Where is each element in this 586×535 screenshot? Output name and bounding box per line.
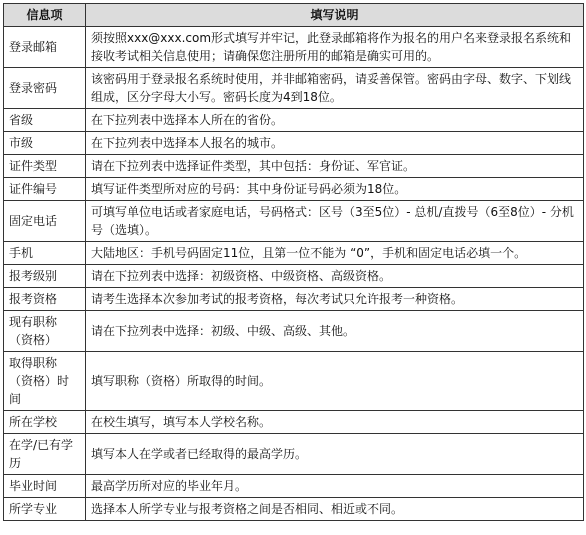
table-row xyxy=(4,201,584,242)
row-desc: 选择本人所学专业与报考资格之间是否相同、相近或不同。 xyxy=(86,498,584,521)
row-label: 毕业时间 xyxy=(4,475,86,498)
table-row xyxy=(4,27,584,68)
table-row xyxy=(4,109,584,132)
row-label: 现有职称（资格） xyxy=(4,311,86,352)
table-row xyxy=(4,352,584,411)
row-desc: 填写本人在学或者已经取得的最高学历。 xyxy=(86,434,584,475)
row-label: 证件编号 xyxy=(4,178,86,201)
row-label: 市级 xyxy=(4,132,86,155)
row-desc: 填写职称（资格）所取得的时间。 xyxy=(86,352,584,411)
table-row xyxy=(4,155,584,178)
row-desc: 最高学历所对应的毕业年月。 xyxy=(86,475,584,498)
header-info-item: 信息项 xyxy=(4,4,86,27)
table-row xyxy=(4,132,584,155)
header-row xyxy=(4,4,584,27)
row-desc: 请考生选择本次参加考试的报考资格，每次考试只允许报考一种资格。 xyxy=(86,288,584,311)
row-desc: 须按照xxx@xxx.com形式填写并牢记，此登录邮箱将作为报名的用户名来登录报名系统和接收考试相关信息使用；请确保您注册所用的邮箱是确实可用的。 xyxy=(86,27,584,68)
row-label: 登录密码 xyxy=(4,68,86,109)
row-desc: 请在下拉列表中选择证件类型，其中包括：身份证、军官证。 xyxy=(86,155,584,178)
row-desc: 该密码用于登录报名系统时使用，并非邮箱密码，请妥善保管。密码由字母、数字、下划线组成，区分字母大小写。密码长度为4到18位。 xyxy=(86,68,584,109)
row-label: 登录邮箱 xyxy=(4,27,86,68)
row-desc: 请在下拉列表中选择：初级、中级、高级、其他。 xyxy=(86,311,584,352)
registration-info-table xyxy=(3,3,584,521)
row-desc: 在下拉列表中选择本人所在的省份。 xyxy=(86,109,584,132)
row-desc: 大陆地区：手机号码固定11位，且第一位不能为 “0”，手机和固定电话必填一个。 xyxy=(86,242,584,265)
table-row xyxy=(4,434,584,475)
row-label: 省级 xyxy=(4,109,86,132)
table-row xyxy=(4,498,584,521)
row-label: 所在学校 xyxy=(4,411,86,434)
row-desc: 在下拉列表中选择本人报名的城市。 xyxy=(86,132,584,155)
row-desc: 可填写单位电话或者家庭电话，号码格式：区号（3至5位）- 总机/直拨号（6至8位）- 分机号（选填）。 xyxy=(86,201,584,242)
table-row xyxy=(4,178,584,201)
row-desc: 填写证件类型所对应的号码：其中身份证号码必须为18位。 xyxy=(86,178,584,201)
row-label: 固定电话 xyxy=(4,201,86,242)
row-label: 报考级别 xyxy=(4,265,86,288)
table-row xyxy=(4,265,584,288)
header-fill-instructions: 填写说明 xyxy=(86,4,584,27)
row-label: 证件类型 xyxy=(4,155,86,178)
table-row xyxy=(4,68,584,109)
table-row xyxy=(4,242,584,265)
table-row xyxy=(4,311,584,352)
row-label: 手机 xyxy=(4,242,86,265)
row-label: 在学/已有学历 xyxy=(4,434,86,475)
row-label: 取得职称（资格）时间 xyxy=(4,352,86,411)
row-label: 所学专业 xyxy=(4,498,86,521)
row-label: 报考资格 xyxy=(4,288,86,311)
table-row xyxy=(4,411,584,434)
table-row xyxy=(4,288,584,311)
row-desc: 在校生填写，填写本人学校名称。 xyxy=(86,411,584,434)
row-desc: 请在下拉列表中选择：初级资格、中级资格、高级资格。 xyxy=(86,265,584,288)
table-row xyxy=(4,475,584,498)
